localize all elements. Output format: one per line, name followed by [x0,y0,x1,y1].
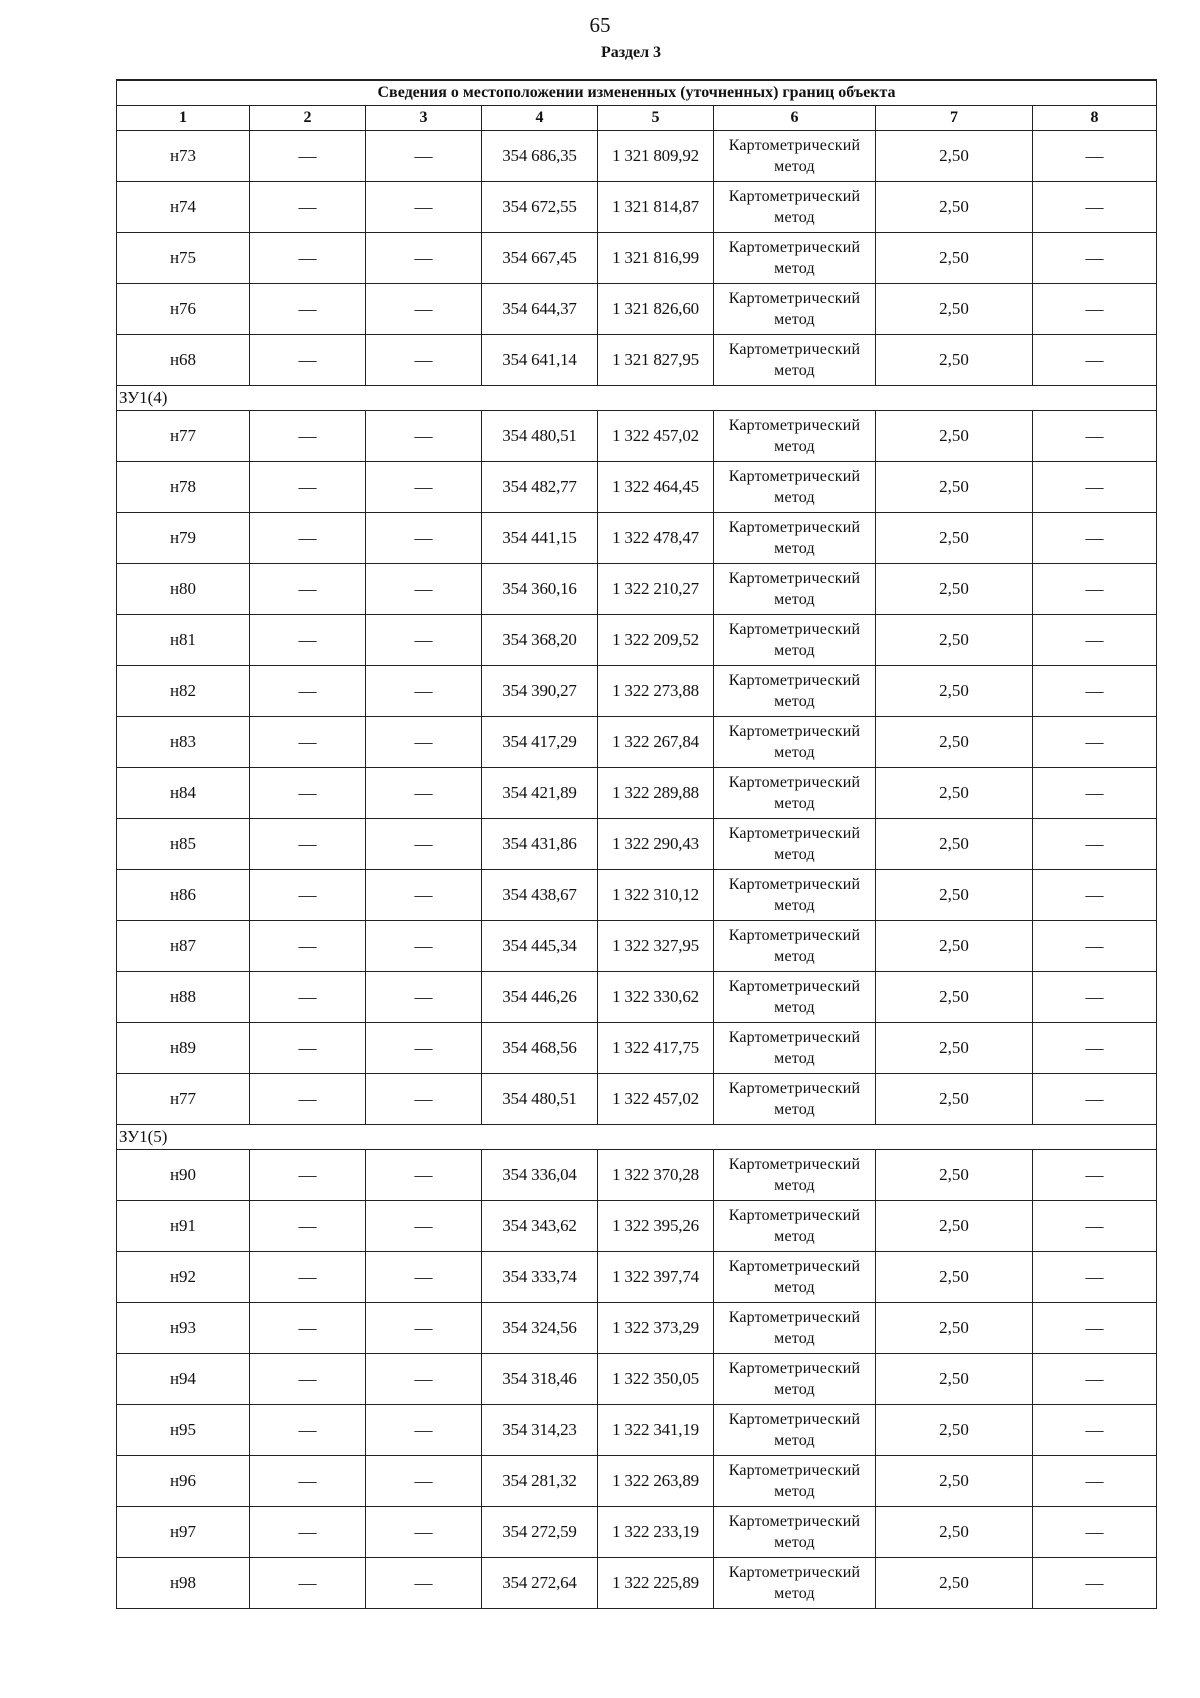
col-2-value: — [250,1558,366,1609]
coordinate-x: 354 667,45 [482,233,598,284]
coordinate-x: 354 480,51 [482,1074,598,1125]
point-id: н85 [117,819,250,870]
col-3-value: — [366,768,482,819]
point-id: н97 [117,1507,250,1558]
col-3-value: — [366,1354,482,1405]
col-2-value: — [250,284,366,335]
coordinate-y: 1 321 814,87 [598,182,714,233]
method: Картометрический метод [714,513,876,564]
table-row [117,870,1157,921]
coordinate-x: 354 482,77 [482,462,598,513]
method: Картометрический метод [714,1303,876,1354]
method: Картометрический метод [714,564,876,615]
table-row [117,768,1157,819]
table-row [117,564,1157,615]
method: Картометрический метод [714,870,876,921]
column-number: 7 [876,106,1033,131]
point-id: н82 [117,666,250,717]
col-3-value: — [366,1252,482,1303]
col-2-value: — [250,615,366,666]
coordinate-x: 354 446,26 [482,972,598,1023]
point-id: н87 [117,921,250,972]
coordinate-y: 1 322 417,75 [598,1023,714,1074]
col-3-value: — [366,819,482,870]
table-row [117,1252,1157,1303]
col-3-value: — [366,284,482,335]
col-3-value: — [366,1507,482,1558]
point-id: н73 [117,131,250,182]
col-8-value: — [1033,1023,1157,1074]
coordinate-y: 1 322 464,45 [598,462,714,513]
coordinate-x: 354 480,51 [482,411,598,462]
coordinate-y: 1 322 327,95 [598,921,714,972]
accuracy: 2,50 [876,564,1033,615]
table-row [117,1354,1157,1405]
point-id: н76 [117,284,250,335]
coordinate-x: 354 672,55 [482,182,598,233]
accuracy: 2,50 [876,1074,1033,1125]
method: Картометрический метод [714,1074,876,1125]
col-3-value: — [366,1150,482,1201]
accuracy: 2,50 [876,284,1033,335]
coordinate-x: 354 417,29 [482,717,598,768]
col-8-value: — [1033,615,1157,666]
col-2-value: — [250,819,366,870]
col-3-value: — [366,1023,482,1074]
col-3-value: — [366,564,482,615]
method: Картометрический метод [714,335,876,386]
accuracy: 2,50 [876,717,1033,768]
col-8-value: — [1033,462,1157,513]
col-3-value: — [366,615,482,666]
col-8-value: — [1033,717,1157,768]
coordinate-y: 1 322 330,62 [598,972,714,1023]
column-number: 3 [366,106,482,131]
page-number: 65 [589,13,611,37]
group-label: ЗУ1(4) [117,386,1157,411]
coordinate-y: 1 322 290,43 [598,819,714,870]
coordinate-y: 1 322 273,88 [598,666,714,717]
accuracy: 2,50 [876,1303,1033,1354]
coordinate-y: 1 322 397,74 [598,1252,714,1303]
coordinate-x: 354 421,89 [482,768,598,819]
point-id: н75 [117,233,250,284]
col-2-value: — [250,1023,366,1074]
coordinate-y: 1 322 263,89 [598,1456,714,1507]
accuracy: 2,50 [876,1150,1033,1201]
coordinate-y: 1 321 827,95 [598,335,714,386]
method: Картометрический метод [714,615,876,666]
point-id: н68 [117,335,250,386]
col-8-value: — [1033,131,1157,182]
table-row [117,819,1157,870]
group-row [117,1125,1157,1150]
coordinate-x: 354 686,35 [482,131,598,182]
col-3-value: — [366,666,482,717]
col-3-value: — [366,1456,482,1507]
col-3-value: — [366,717,482,768]
column-number: 1 [117,106,250,131]
accuracy: 2,50 [876,182,1033,233]
table-row [117,615,1157,666]
method: Картометрический метод [714,1558,876,1609]
accuracy: 2,50 [876,615,1033,666]
point-id: н79 [117,513,250,564]
col-2-value: — [250,1303,366,1354]
method: Картометрический метод [714,1507,876,1558]
table-body [117,131,1157,1609]
column-number: 8 [1033,106,1157,131]
coordinate-y: 1 322 225,89 [598,1558,714,1609]
column-number: 6 [714,106,876,131]
accuracy: 2,50 [876,131,1033,182]
point-id: н77 [117,1074,250,1125]
coordinate-x: 354 360,16 [482,564,598,615]
point-id: н81 [117,615,250,666]
point-id: н90 [117,1150,250,1201]
accuracy: 2,50 [876,921,1033,972]
coordinate-x: 354 641,14 [482,335,598,386]
coordinate-y: 1 322 350,05 [598,1354,714,1405]
coordinate-x: 354 438,67 [482,870,598,921]
point-id: н96 [117,1456,250,1507]
point-id: н86 [117,870,250,921]
col-8-value: — [1033,1405,1157,1456]
col-8-value: — [1033,1558,1157,1609]
col-2-value: — [250,717,366,768]
table-row [117,182,1157,233]
coordinate-y: 1 322 373,29 [598,1303,714,1354]
group-label: ЗУ1(5) [117,1125,1157,1150]
col-2-value: — [250,1074,366,1125]
method: Картометрический метод [714,768,876,819]
col-3-value: — [366,972,482,1023]
point-id: н74 [117,182,250,233]
accuracy: 2,50 [876,1354,1033,1405]
col-8-value: — [1033,1354,1157,1405]
coordinate-x: 354 314,23 [482,1405,598,1456]
col-2-value: — [250,233,366,284]
col-3-value: — [366,131,482,182]
coordinate-x: 354 281,32 [482,1456,598,1507]
point-id: н94 [117,1354,250,1405]
col-2-value: — [250,870,366,921]
point-id: н95 [117,1405,250,1456]
coordinate-y: 1 322 289,88 [598,768,714,819]
col-2-value: — [250,1201,366,1252]
accuracy: 2,50 [876,1201,1033,1252]
col-8-value: — [1033,1150,1157,1201]
col-8-value: — [1033,1303,1157,1354]
table-row [117,462,1157,513]
coordinate-x: 354 272,64 [482,1558,598,1609]
col-8-value: — [1033,819,1157,870]
accuracy: 2,50 [876,411,1033,462]
col-2-value: — [250,1507,366,1558]
col-8-value: — [1033,513,1157,564]
accuracy: 2,50 [876,335,1033,386]
coordinate-x: 354 441,15 [482,513,598,564]
col-8-value: — [1033,335,1157,386]
table-row [117,411,1157,462]
column-number: 2 [250,106,366,131]
coordinate-x: 354 343,62 [482,1201,598,1252]
table-row [117,1150,1157,1201]
point-id: н78 [117,462,250,513]
coordinate-x: 354 272,59 [482,1507,598,1558]
point-id: н91 [117,1201,250,1252]
point-id: н92 [117,1252,250,1303]
accuracy: 2,50 [876,819,1033,870]
coordinate-x: 354 390,27 [482,666,598,717]
method: Картометрический метод [714,284,876,335]
accuracy: 2,50 [876,1507,1033,1558]
coordinate-y: 1 322 395,26 [598,1201,714,1252]
column-number: 5 [598,106,714,131]
coordinate-y: 1 322 210,27 [598,564,714,615]
coordinate-y: 1 322 310,12 [598,870,714,921]
coordinate-y: 1 321 826,60 [598,284,714,335]
col-3-value: — [366,182,482,233]
accuracy: 2,50 [876,666,1033,717]
accuracy: 2,50 [876,1023,1033,1074]
group-row [117,386,1157,411]
coordinate-y: 1 322 341,19 [598,1405,714,1456]
method: Картометрический метод [714,1150,876,1201]
coordinate-x: 354 333,74 [482,1252,598,1303]
coordinate-y: 1 322 233,19 [598,1507,714,1558]
col-8-value: — [1033,1074,1157,1125]
col-2-value: — [250,768,366,819]
col-8-value: — [1033,1252,1157,1303]
col-8-value: — [1033,564,1157,615]
col-2-value: — [250,1150,366,1201]
table-row [117,284,1157,335]
col-8-value: — [1033,1456,1157,1507]
col-8-value: — [1033,233,1157,284]
coordinate-x: 354 324,56 [482,1303,598,1354]
accuracy: 2,50 [876,768,1033,819]
coordinate-x: 354 468,56 [482,1023,598,1074]
method: Картометрический метод [714,1252,876,1303]
table-row [117,131,1157,182]
method: Картометрический метод [714,182,876,233]
method: Картометрический метод [714,233,876,284]
method: Картометрический метод [714,1354,876,1405]
table-row [117,1456,1157,1507]
accuracy: 2,50 [876,1558,1033,1609]
boundary-coordinates-table [116,79,1157,1609]
col-2-value: — [250,972,366,1023]
accuracy: 2,50 [876,972,1033,1023]
column-number-row [117,106,1157,131]
method: Картометрический метод [714,921,876,972]
col-2-value: — [250,182,366,233]
col-2-value: — [250,1405,366,1456]
col-2-value: — [250,564,366,615]
coordinate-x: 354 445,34 [482,921,598,972]
col-2-value: — [250,1456,366,1507]
accuracy: 2,50 [876,233,1033,284]
table-row [117,1405,1157,1456]
column-number: 4 [482,106,598,131]
method: Картометрический метод [714,717,876,768]
coordinate-x: 354 368,20 [482,615,598,666]
col-2-value: — [250,513,366,564]
point-id: н80 [117,564,250,615]
coordinate-y: 1 322 457,02 [598,411,714,462]
col-3-value: — [366,921,482,972]
method: Картометрический метод [714,1201,876,1252]
point-id: н93 [117,1303,250,1354]
table-row [117,666,1157,717]
coordinate-x: 354 336,04 [482,1150,598,1201]
col-3-value: — [366,1558,482,1609]
point-id: н84 [117,768,250,819]
table-row [117,717,1157,768]
col-3-value: — [366,1201,482,1252]
col-8-value: — [1033,921,1157,972]
col-3-value: — [366,462,482,513]
col-3-value: — [366,1405,482,1456]
col-2-value: — [250,131,366,182]
point-id: н98 [117,1558,250,1609]
coordinate-x: 354 644,37 [482,284,598,335]
method: Картометрический метод [714,462,876,513]
coordinate-y: 1 322 267,84 [598,717,714,768]
table-row [117,972,1157,1023]
accuracy: 2,50 [876,1252,1033,1303]
accuracy: 2,50 [876,462,1033,513]
point-id: н88 [117,972,250,1023]
point-id: н89 [117,1023,250,1074]
coordinate-y: 1 321 809,92 [598,131,714,182]
table-header [117,80,1157,131]
col-2-value: — [250,335,366,386]
col-3-value: — [366,870,482,921]
coordinate-y: 1 322 370,28 [598,1150,714,1201]
method: Картометрический метод [714,131,876,182]
method: Картометрический метод [714,819,876,870]
col-2-value: — [250,411,366,462]
col-8-value: — [1033,768,1157,819]
accuracy: 2,50 [876,1456,1033,1507]
coordinate-y: 1 322 209,52 [598,615,714,666]
table-caption: Сведения о местоположении измененных (уточненных) границ объекта [117,80,1157,106]
col-3-value: — [366,513,482,564]
table-row [117,1023,1157,1074]
method: Картометрический метод [714,1456,876,1507]
col-8-value: — [1033,666,1157,717]
table-row [117,921,1157,972]
col-8-value: — [1033,1507,1157,1558]
method: Картометрический метод [714,1023,876,1074]
col-3-value: — [366,411,482,462]
table-row [117,233,1157,284]
col-2-value: — [250,921,366,972]
coordinate-y: 1 322 478,47 [598,513,714,564]
method: Картометрический метод [714,666,876,717]
method: Картометрический метод [714,972,876,1023]
method: Картометрический метод [714,411,876,462]
col-8-value: — [1033,870,1157,921]
col-3-value: — [366,1303,482,1354]
coordinate-y: 1 321 816,99 [598,233,714,284]
accuracy: 2,50 [876,870,1033,921]
point-id: н77 [117,411,250,462]
col-3-value: — [366,233,482,284]
accuracy: 2,50 [876,513,1033,564]
coordinate-x: 354 431,86 [482,819,598,870]
col-2-value: — [250,666,366,717]
col-8-value: — [1033,284,1157,335]
table-row [117,1201,1157,1252]
accuracy: 2,50 [876,1405,1033,1456]
coordinate-x: 354 318,46 [482,1354,598,1405]
table-row [117,335,1157,386]
section-title: Раздел 3 [600,44,662,61]
coordinate-y: 1 322 457,02 [598,1074,714,1125]
col-8-value: — [1033,411,1157,462]
col-3-value: — [366,1074,482,1125]
col-8-value: — [1033,1201,1157,1252]
table-row [117,513,1157,564]
table-row [117,1558,1157,1609]
col-2-value: — [250,1252,366,1303]
col-8-value: — [1033,182,1157,233]
col-2-value: — [250,462,366,513]
col-2-value: — [250,1354,366,1405]
table-row [117,1303,1157,1354]
col-8-value: — [1033,972,1157,1023]
col-3-value: — [366,335,482,386]
point-id: н83 [117,717,250,768]
table-row [117,1507,1157,1558]
table-row [117,1074,1157,1125]
method: Картометрический метод [714,1405,876,1456]
